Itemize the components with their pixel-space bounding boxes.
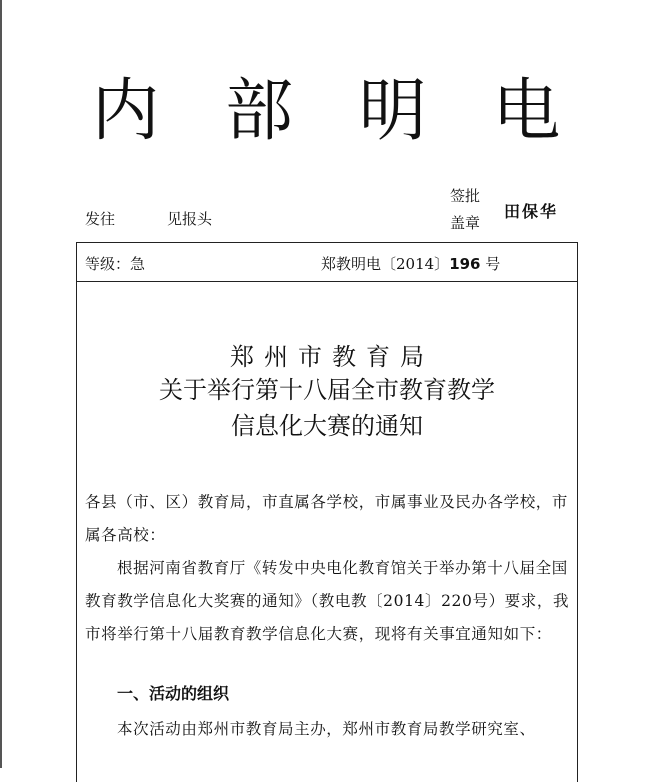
body-paragraph-2: 本次活动由郑州市教育局主办，郑州市教育局教学研究室、: [117, 720, 536, 738]
sign-label-line1: 签批: [450, 187, 481, 205]
section-heading-organization: 一、活动的组织: [117, 684, 230, 703]
document-header-row: [77, 243, 577, 282]
addressee-paragraph: 各县（市、区）教育局，市直属各学校，市属事业及民办各学校，市属各高校：: [85, 493, 569, 544]
document-number: [321, 253, 500, 274]
send-to-value: 见报头: [167, 210, 213, 228]
notice-title-line3: 信息化大赛的通知: [231, 412, 423, 440]
send-to-label: 发往: [85, 210, 116, 228]
notice-title-line1: 郑州市教育局: [230, 343, 434, 371]
document-title: 内 部 明 电: [91, 72, 583, 151]
sign-label-line2: 盖章: [450, 214, 481, 232]
urgency-grade: 等级：急: [85, 255, 146, 273]
signature: 田保华: [504, 202, 559, 221]
doc-number-value: 196: [449, 255, 481, 273]
body-paragraph-1: 根据河南省教育厅《转发中央电化教育馆关于举办第十八届全国教育教学信息化大奖赛的通知》（教电教〔2014〕220号）要求，我市将举行第十八届教育教学信息化大赛，现将有关事宜通知如下：: [85, 559, 570, 643]
document-body-frame: [76, 242, 578, 782]
doc-number-suffix: 号: [480, 255, 501, 273]
doc-number-prefix: 郑教明电〔2014〕: [321, 255, 450, 273]
notice-title-line2: 关于举行第十八届全市教育教学: [159, 376, 495, 404]
